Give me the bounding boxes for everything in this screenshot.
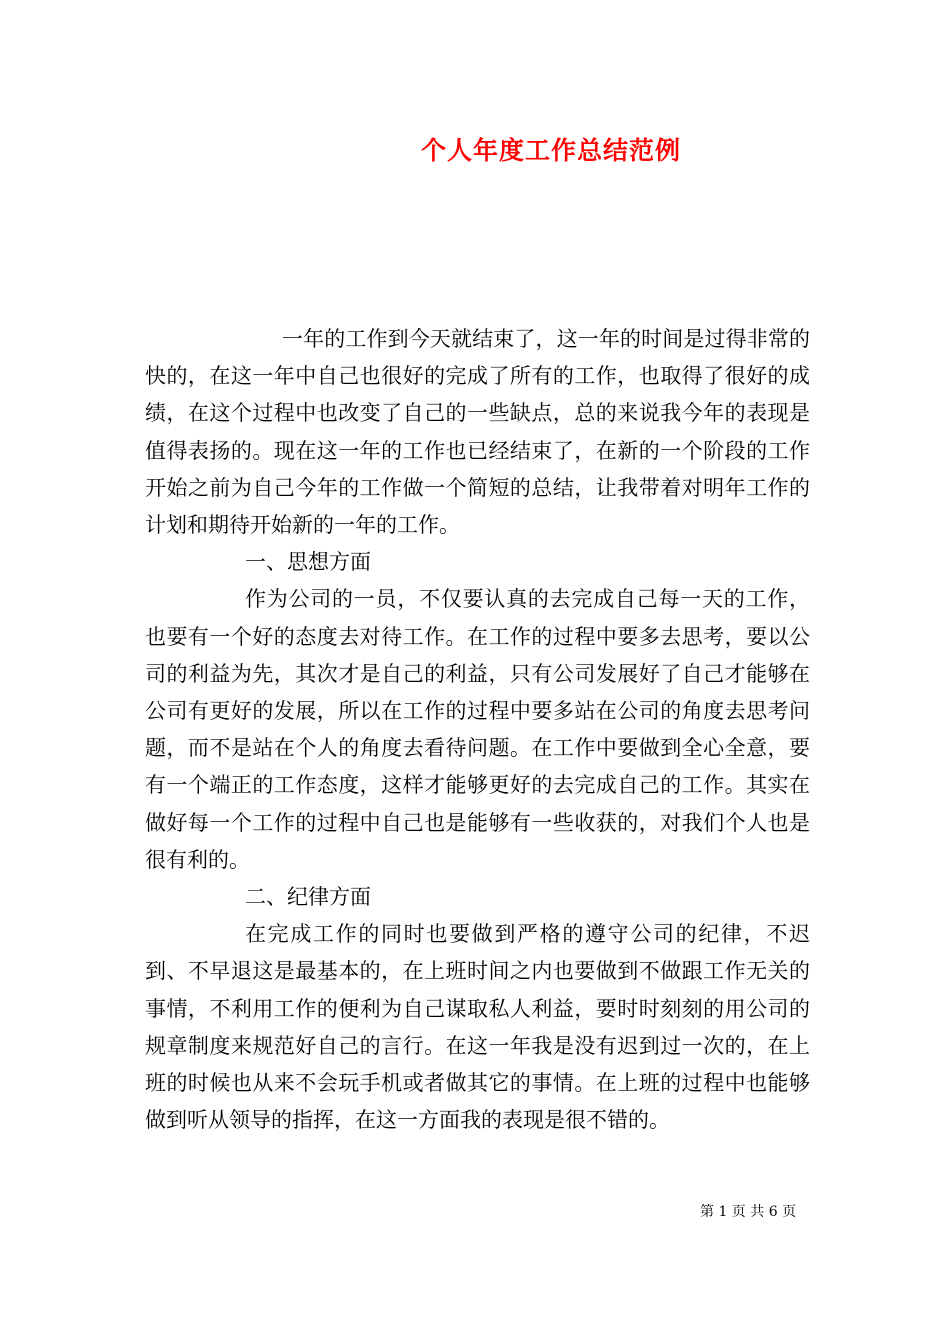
paragraph-discipline: 在完成工作的同时也要做到严格的遵守公司的纪律，不迟到、不早退这是最基本的，在上班时间之内也要做到不做跟工作无关的事情，不利用工作的便利为自己谋取私人利益，要时时刻刻的用公司的规章制度来规范好自己的言行。在这一年我是没有迟到过一次的，在上班的时候也从来不会玩手机或者做其它的事情。在上班的过程中也能够做到听从领导的指挥，在这一方面我的表现是很不错的。	[145, 922, 810, 1133]
page-footer: 第 1 页 共 6 页	[700, 1204, 797, 1220]
section-heading-thought: 一、思想方面	[245, 550, 371, 575]
paragraph-intro: 一年的工作到今天就结束了，这一年的时间是过得非常的快的，在这一年中自己也很好的完成了所有的工作，也取得了很好的成绩，在这个过程中也改变了自己的一些缺点，总的来说我今年的表现是值得表扬的。现在这一年的工作也已经结束了，在新的一个阶段的工作开始之前为自己今年的工作做一个简短的总结，让我带着对明年工作的计划和期待开始新的一年的工作。	[145, 327, 810, 538]
document-body	[145, 321, 810, 1139]
section-heading-discipline: 二、纪律方面	[245, 885, 371, 910]
paragraph-thought: 作为公司的一员，不仅要认真的去完成自己每一天的工作，也要有一个好的态度去对待工作。在工作的过程中要多去思考，要以公司的利益为先，其次才是自己的利益，只有公司发展好了自己才能够在公司有更好的发展，所以在工作的过程中要多站在公司的角度去思考问题，而不是站在个人的角度去看待问题。在工作中要做到全心全意，要有一个端正的工作态度，这样才能够更好的去完成自己的工作。其实在做好每一个工作的过程中自己也是能够有一些收获的，对我们个人也是很有利的。	[145, 587, 810, 872]
document-title: 个人年度工作总结范例	[420, 136, 681, 165]
